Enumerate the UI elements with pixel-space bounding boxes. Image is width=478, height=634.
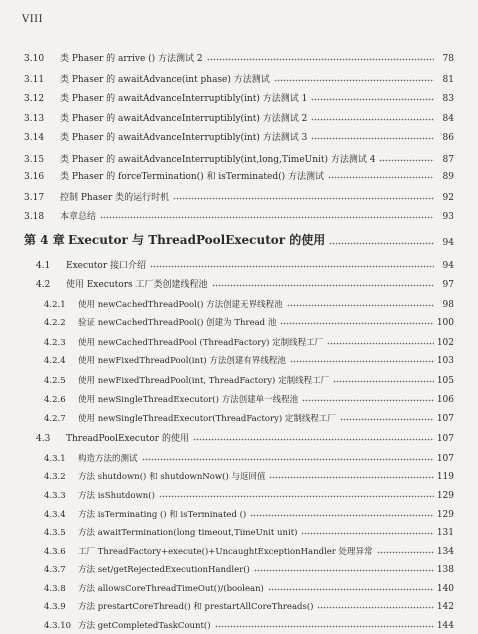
dot-leader [193,438,434,441]
entry-page-number: 134 [436,547,454,557]
toc-entry[interactable] [0,184,478,203]
entry-number: 4.3.8 [44,584,66,594]
dot-leader [311,98,434,101]
dot-leader [317,606,434,609]
toc-entry[interactable] [0,163,478,182]
entry-title: 类 Phaser 的 forceTermination() 和 isTerminated() 方法测试 [60,172,325,182]
entry-page-number: 119 [436,472,454,482]
toc-entry[interactable] [0,85,478,104]
dot-leader [311,137,434,140]
toc-entry[interactable] [0,405,478,424]
entry-number: 3.14 [24,133,45,143]
entry-title: 验证 newCachedThreadPool() 创建为 Thread 池 [78,318,277,328]
dot-leader [302,399,434,402]
entry-page-number: 78 [442,54,454,64]
entry-page-number: 94 [442,238,454,248]
entry-page-number: 93 [442,212,454,222]
entry-page-number: 129 [436,491,454,501]
entry-number: 3.10 [24,54,45,64]
toc-entry[interactable] [0,593,478,612]
toc-entry[interactable] [0,291,478,310]
dot-leader [254,569,434,572]
toc-entry[interactable] [0,482,478,501]
entry-title: ThreadPoolExecutor 的使用 [66,434,189,444]
entry-page-number: 144 [436,621,454,631]
entry-title: 使用 newFixedThreadPool(int, ThreadFactory) 定制线程工厂 [78,376,330,386]
entry-number: 4.3 [36,434,51,444]
dot-leader [333,380,434,383]
entry-page-number: 87 [442,155,454,165]
entry-title: 使用 newCachedThreadPool() 方法创建无界线程池 [78,300,283,310]
entry-number: 4.3.3 [44,491,66,501]
entry-number: 4.3.2 [44,472,66,482]
entry-title: 类 Phaser 的 awaitAdvanceInterruptibly(int) 方法测试 3 [60,133,308,143]
entry-number: 4.2.2 [44,318,66,328]
entry-title: 方法 isShutdown() [78,491,155,501]
dot-leader [215,625,434,628]
entry-page-number: 107 [436,414,454,424]
entry-number: 4.3.4 [44,510,66,520]
entry-page-number: 129 [436,510,454,520]
entry-page-number: 107 [436,454,454,464]
toc-entry[interactable] [0,45,478,64]
entry-page-number: 140 [436,584,454,594]
entry-page-number: 89 [442,172,454,182]
toc-entry[interactable] [0,66,478,85]
toc-entry[interactable] [0,252,478,271]
dot-leader [377,551,434,554]
entry-number: 3.17 [24,193,45,203]
entry-title: 方法 shutdown() 和 shutdownNow() 与返回值 [78,472,266,482]
dot-leader [212,284,435,287]
entry-number: 4.2.7 [44,414,66,424]
toc-entry[interactable] [0,556,478,575]
toc-entry[interactable] [0,445,478,464]
entry-number: 4.2.3 [44,338,66,348]
entry-title: 使用 newSingleThreadExecutor() 方法创建单一线程池 [78,395,299,405]
entry-number: 3.12 [24,94,45,104]
entry-title: 使用 newSingleThreadExecutor(ThreadFactory) 定制线程工厂 [78,414,336,424]
entry-page-number: 105 [436,376,454,386]
entry-title: 控制 Phaser 类的运行时机 [60,193,170,203]
entry-page-number: 98 [442,300,454,310]
entry-number: 4.2 [36,280,51,290]
entry-page-number: 103 [436,356,454,366]
toc-entry[interactable] [0,538,478,557]
entry-title: 工厂 ThreadFactory+execute()+UncaughtExceptionHandler 处理异常 [78,547,373,557]
toc-entry[interactable] [0,575,478,594]
entry-title: 使用 newFixedThreadPool(int) 方法创建有界线程池 [78,356,286,366]
entry-page-number: 86 [442,133,454,143]
toc-entry[interactable] [0,105,478,124]
toc-entry[interactable] [0,271,478,290]
entry-number: 4.3.5 [44,528,66,538]
dot-leader [329,242,434,245]
entry-page-number: 97 [442,280,454,290]
dot-leader [150,265,434,268]
entry-number: 3.13 [24,114,45,124]
entry-number: 4.2.5 [44,376,66,386]
dot-leader [173,197,434,200]
entry-title: 使用 Executors 工厂类创建线程池 [66,280,208,290]
entry-page-number: 100 [436,318,454,328]
dot-leader [268,588,434,591]
entry-number: 3.15 [24,155,45,165]
dot-leader [340,418,434,421]
entry-number: 4.3.7 [44,565,66,575]
toc-entry[interactable] [0,386,478,405]
toc-entry[interactable] [0,347,478,366]
dot-leader [327,342,434,345]
entry-number: 4.2.4 [44,356,66,366]
entry-number: 4.3.9 [44,602,66,612]
entry-number: 3.11 [24,75,45,85]
dot-leader [159,495,434,498]
entry-page-number: 83 [442,94,454,104]
entry-title: Executor 接口介绍 [66,261,147,271]
entry-title: Executor 与 ThreadPoolExecutor 的使用 [68,233,326,247]
dot-leader [379,159,434,162]
entry-title: 构造方法的测试 [78,454,138,464]
entry-title: 类 Phaser 的 awaitAdvanceInterruptibly(int) 方法测试 2 [60,114,308,124]
toc-entry[interactable] [0,309,478,328]
toc-entry[interactable] [0,124,478,143]
dot-leader [207,58,434,61]
entry-title: 方法 allowsCoreThreadTimeOut()/(boolean) [78,584,264,594]
entry-page-number: 94 [442,261,454,271]
entry-page-number: 142 [436,602,454,612]
entry-number: 4.2.6 [44,395,66,405]
dot-leader [250,514,434,517]
dot-leader [142,458,434,461]
dot-leader [328,176,434,179]
entry-title: 方法 isTerminating () 和 isTerminated () [78,510,247,520]
toc-entry[interactable] [0,519,478,538]
toc-entry[interactable] [0,367,478,386]
entry-title: 方法 set/getRejectedExecutionHandler() [78,565,250,575]
entry-page-number: 106 [436,395,454,405]
entry-page-number: 138 [436,565,454,575]
entry-page-number: 131 [436,528,454,538]
entry-page-number: 102 [436,338,454,348]
dot-leader [274,79,434,82]
entry-title: 类 Phaser 的 awaitAdvanceInterruptibly(int,long,TimeUnit) 方法测试 4 [60,155,376,165]
entry-title: 本章总结 [60,212,97,222]
entry-title: 方法 prestartCoreThread() 和 prestartAllCoreThreads() [78,602,314,612]
entry-number: 4.1 [36,261,51,271]
dot-leader [301,532,434,535]
entry-page-number: 84 [442,114,454,124]
dot-leader [287,304,434,307]
entry-page-number: 81 [442,75,454,85]
entry-number: 3.18 [24,212,45,222]
toc-entry[interactable] [0,329,478,348]
toc-entry[interactable] [0,203,478,222]
entry-page-number: 92 [442,193,454,203]
entry-title: 方法 getCompletedTaskCount() [78,621,211,631]
entry-page-number: 107 [436,434,454,444]
dot-leader [100,216,434,219]
entry-title: 使用 newCachedThreadPool (ThreadFactory) 定制线程工厂 [78,338,324,348]
entry-number: 4.3.1 [44,454,66,464]
entry-number: 3.16 [24,172,45,182]
dot-leader [269,476,434,479]
entry-title: 类 Phaser 的 awaitAdvance(int phase) 方法测试 [60,75,270,85]
dot-leader [311,118,434,121]
page-number: VIII [22,14,44,25]
toc-entry[interactable] [0,501,478,520]
entry-number: 4.3.10 [44,621,72,631]
toc-entry[interactable] [0,425,478,444]
dot-leader [290,360,434,363]
toc-entry[interactable] [0,463,478,482]
entry-title: 类 Phaser 的 awaitAdvanceInterruptibly(int) 方法测试 1 [60,94,308,104]
entry-title: 类 Phaser 的 arrive () 方法测试 2 [60,54,203,64]
entry-number: 4.2.1 [44,300,66,310]
dot-leader [280,322,434,325]
toc-entry[interactable] [0,612,478,631]
entry-number: 4.3.6 [44,547,66,557]
entry-title: 方法 awaitTermination(long timeout,TimeUnit unit) [78,528,298,538]
chapter-entry[interactable] [0,229,478,248]
entry-number: 第 4 章 [24,233,65,247]
